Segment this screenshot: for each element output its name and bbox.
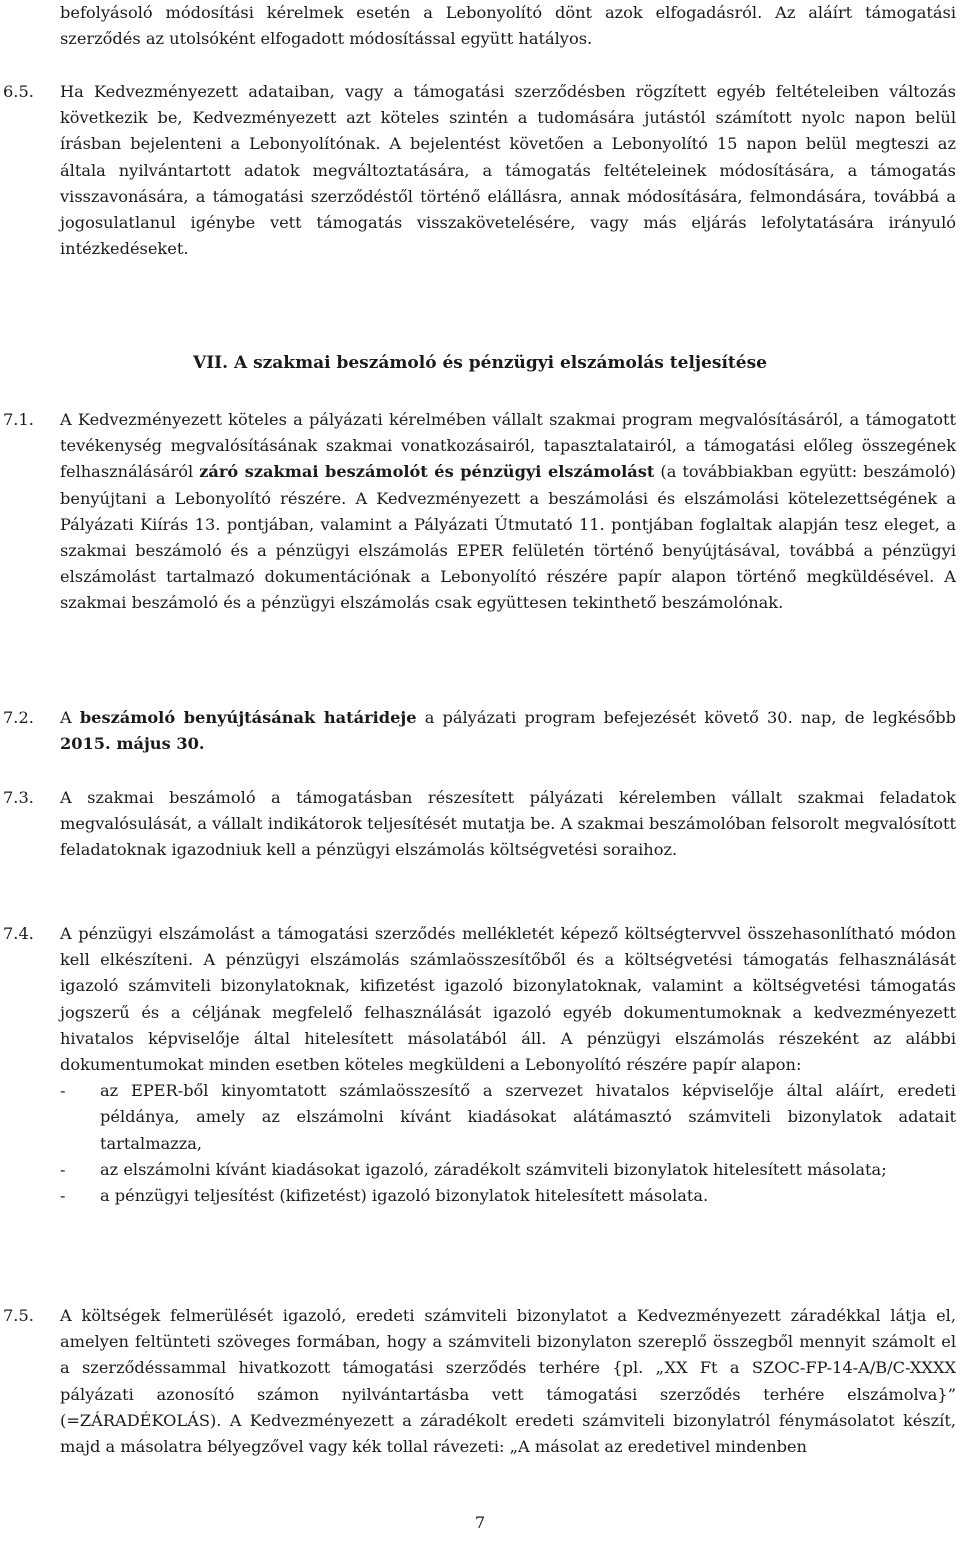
list-item — [60, 1157, 956, 1183]
section-number: 6.5. — [3, 82, 34, 101]
text-run: (a továbbiakban együtt: beszámoló) benyújtani a Lebonyolító részére. A Kedvezményezett a beszámolási és elszámolási kötelezettségének a Pályázati Kiírás 13. pontjában, valamint a Pályázati Útmutató 11. pontjában foglaltak alapján tesz eleget, a szakmai beszámoló és a pénzügyi elszámolás EPER felületén történő benyújtásával, továbbá a pénzügyi elszámolást tartalmazó dokumentációnak a Lebonyolító részére papír alapon történő megküldésével. A szakmai beszámoló és a pénzügyi elszámolás csak együttesen tekinthető beszámolónak. — [60, 462, 956, 613]
list-item-text: a pénzügyi teljesítést (kifizetést) igazoló bizonylatok hitelesített másolata. — [100, 1186, 709, 1206]
list-item-text: az elszámolni kívánt kiadásokat igazoló, záradékolt számviteli bizonylatok hitelesített másolata; — [100, 1159, 887, 1179]
section-number: 7.2. — [3, 708, 34, 727]
list-item — [60, 1183, 956, 1209]
section-number: 7.5. — [3, 1306, 34, 1325]
section-number: 7.4. — [3, 924, 34, 943]
bold-text: beszámoló benyújtásának határideje — [79, 708, 417, 727]
bold-text: záró szakmai beszámolót és pénzügyi elszámolást — [199, 462, 655, 482]
section-7-5 — [3, 1303, 956, 1460]
section-7-1 — [3, 407, 956, 617]
section-number: 7.3. — [3, 788, 34, 807]
document-list — [60, 1078, 956, 1209]
section-6-5-text: Ha Kedvezményezett adataiban, vagy a támogatási szerződésben rögzített egyéb feltételeiben változás következik be, Kedvezményezett azt köteles szintén a tudomására jutástól számított nyolc napon belül írásban bejelenteni a Lebonyolítónak. A bejelentést követően a Lebonyolító 15 napon belül megteszi az általa nyilvántartott adatok megváltoztatására, a támogatás feltételeinek módosítására, a támogatás visszavonására, a támogatási szerződéstől történő elállásra, annak módosítására, felmondására, továbbá a jogosulatlanul igénybe vett támogatás visszakövetelésére, vagy más eljárás lefolytatására irányuló intézkedéseket. — [60, 82, 956, 259]
section-7-3-text: A szakmai beszámoló a támogatásban részesített pályázati kérelemben vállalt szakmai feladatok megvalósulását, a vállalt indikátorok teljesítését mutatja be. A szakmai beszámolóban felsorolt megvalósított feladatoknak igazodniuk kell a pénzügyi elszámolás költségvetési soraihoz. — [60, 788, 956, 860]
section-7-2 — [3, 705, 956, 757]
list-dash: - — [60, 1159, 66, 1179]
section-6-5 — [3, 79, 956, 262]
list-item-text: az EPER-ből kinyomtatott számlaösszesítő a szervezet hivatalos képviselője által aláírt, eredeti példánya, amely az elszámolni kívánt kiadásokat alátámasztó számviteli bizonylatok adatait tartalmazza, — [100, 1081, 956, 1153]
section-7-2-text — [60, 705, 956, 757]
section-7-3 — [3, 785, 956, 864]
section-number: 7.1. — [3, 410, 34, 429]
bold-date: 2015. május 30. — [60, 734, 205, 754]
text-run: a pályázati program befejezését követő 30. nap, de legkésőbb — [416, 708, 956, 727]
page-number: 7 — [474, 1513, 486, 1532]
section-7-4 — [3, 921, 956, 1209]
section-7-4-text: A pénzügyi elszámolást a támogatási szerződés mellékletét képező költségtervvel összehasonlítható módon kell elkészíteni. A pénzügyi elszámolás számlaösszesítőből és a költségvetési támogatás felhasználását igazoló számviteli bizonylatoknak, kifizetést igazoló bizonylatoknak, valamint a költségvetési támogatás jogszerű és a céljának megfelelő felhasználását igazoló egyéb dokumentumoknak a kedvezményezett hivatalos képviselője által hitelesített másolatából áll. A pénzügyi elszámolás részeként az alábbi dokumentumokat minden esetben köteles megküldeni a Lebonyolító részére papír alapon: — [60, 924, 956, 1075]
list-dash: - — [60, 1081, 66, 1101]
list-item — [60, 1078, 956, 1157]
text-run: A — [60, 708, 80, 727]
chapter-heading: VII. A szakmai beszámoló és pénzügyi elszámolás teljesítése — [193, 353, 767, 373]
intro-paragraph: befolyásoló módosítási kérelmek esetén a Lebonyolító dönt azok elfogadásról. Az aláírt támogatási szerződés az utolsóként elfogadott módosítással együtt hatályos. — [60, 3, 956, 49]
list-dash: - — [60, 1186, 66, 1206]
text-run: A Kedvezményezett köteles a pályázati kérelmében vállalt szakmai program megvalósításáról, a támogatott tevékenység megvalósításának szakmai vonatkozásairól, tapasztalatairól, a támogatási előleg összegének felhasználásáról — [60, 410, 956, 482]
section-7-5-text: A költségek felmerülését igazoló, eredeti számviteli bizonylatot a Kedvezményezett záradékkal látja el, amelyen feltünteti szöveges formában, hogy a számviteli bizonylaton szereplő összegből mennyit számolt el a szerződéssammal hivatkozott támogatási szerződés terhére {pl. „XX Ft a SZOC-FP-14-A/B/C-XXXX pályázati azonosító számon nyilvántartásba vett támogatási szerződés terhére elszámolva}” (=ZÁRADÉKOLÁS). A Kedvezményezett a záradékolt eredeti számviteli bizonylatról fénymásolatot készít, majd a másolatra bélyegzővel vagy kék tollal rávezeti: „A másolat az eredetivel mindenben — [60, 1306, 956, 1457]
section-7-1-text — [60, 407, 956, 617]
